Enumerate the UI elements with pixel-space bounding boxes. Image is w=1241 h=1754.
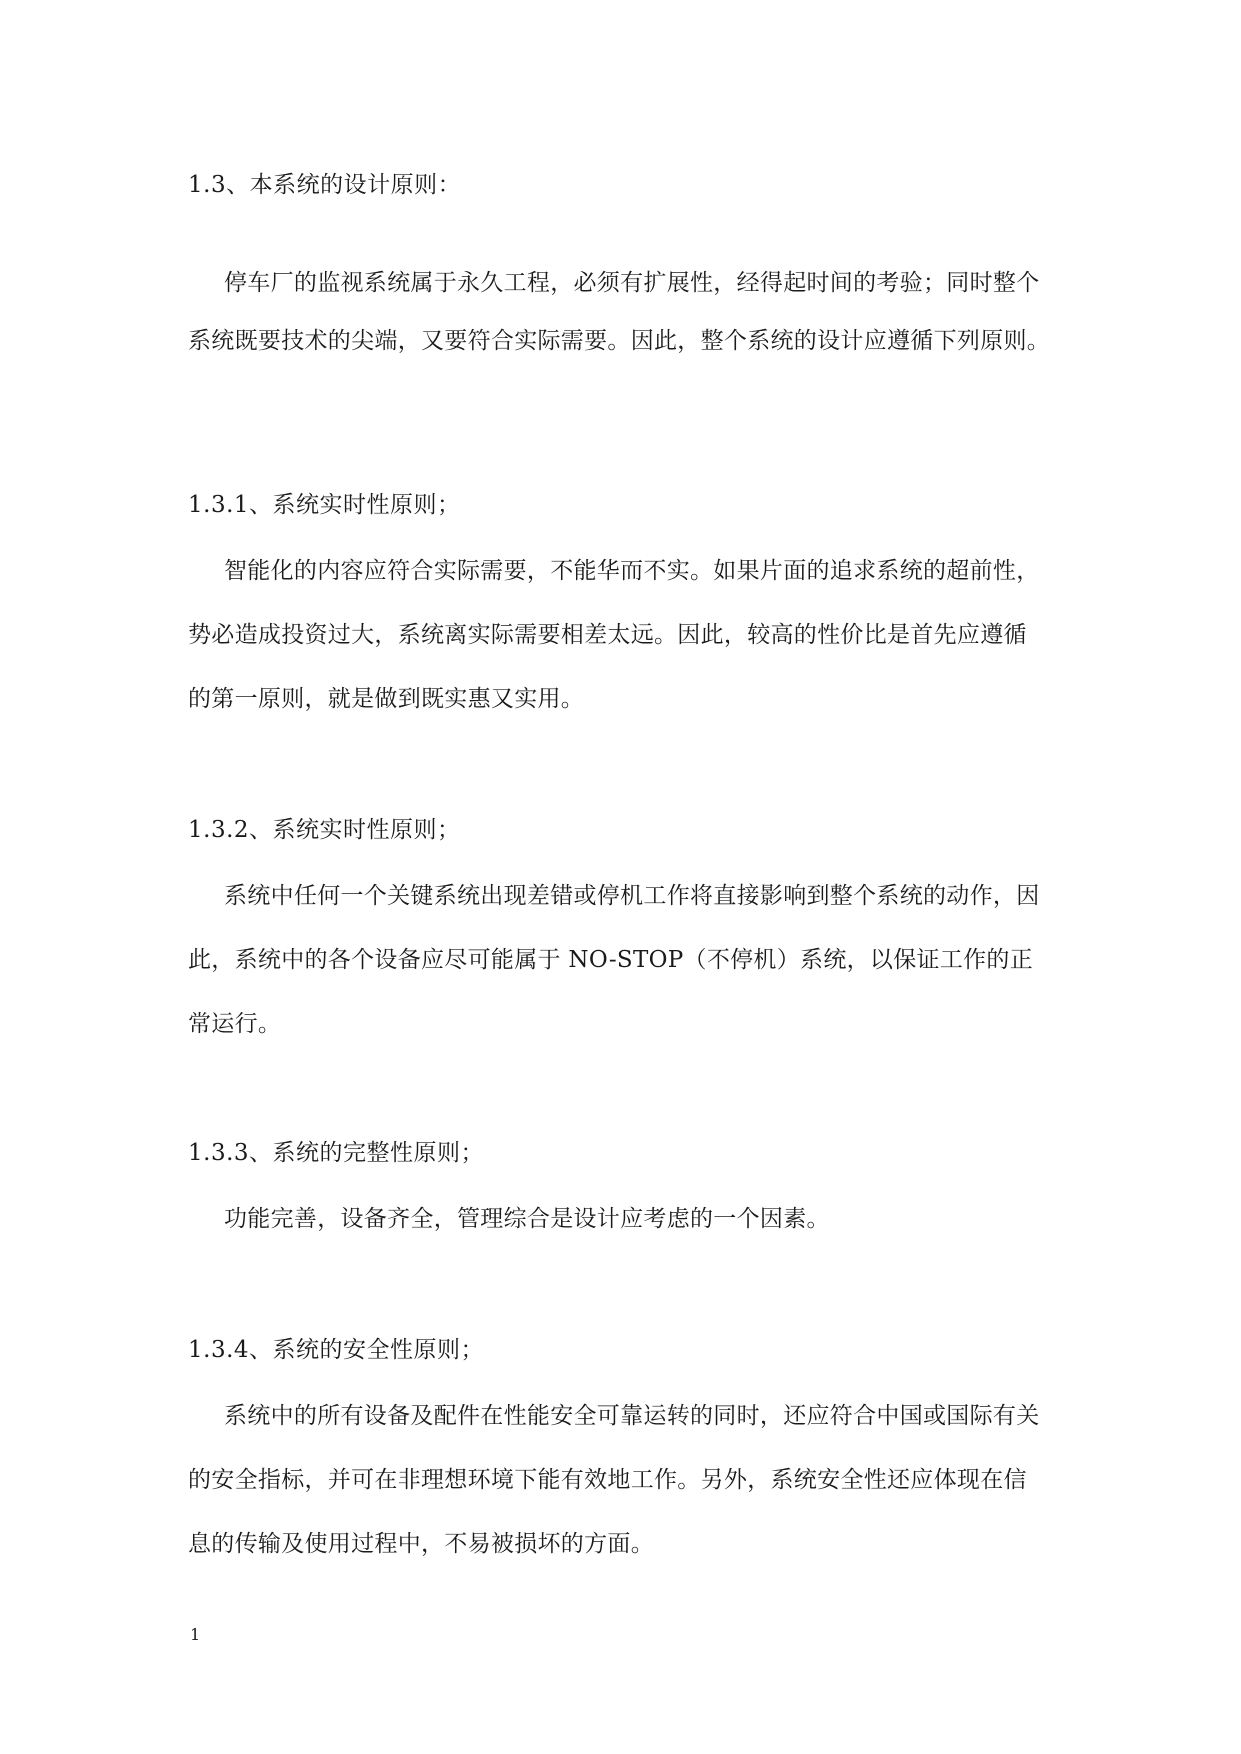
paragraph-line: 系统中的所有设备及配件在性能安全可靠运转的同时，还应符合中国或国际有关 (224, 1403, 1040, 1429)
section-heading: 1.3.4、系统的安全性原则； (188, 1337, 485, 1363)
paragraph-line: 功能完善，设备齐全，管理综合是设计应考虑的一个因素。 (224, 1206, 830, 1232)
paragraph-line: 常运行。 (188, 1011, 282, 1037)
page-number: 1 (190, 1625, 201, 1644)
section-heading: 1.3.1、系统实时性原则； (188, 492, 461, 518)
paragraph-line: 停车厂的监视系统属于永久工程，必须有扩展性，经得起时间的考验；同时整个 (224, 270, 1040, 296)
section-heading: 1.3、本系统的设计原则： (188, 172, 462, 198)
paragraph-line: 的安全指标，并可在非理想环境下能有效地工作。另外，系统安全性还应体现在信 (188, 1467, 1027, 1493)
paragraph-line: 系统中任何一个关键系统出现差错或停机工作将直接影响到整个系统的动作，因 (224, 883, 1040, 909)
paragraph-line: 此，系统中的各个设备应尽可能属于 NO-STOP（不停机）系统，以保证工作的正 (188, 947, 1034, 973)
paragraph-line: 智能化的内容应符合实际需要，不能华而不实。如果片面的追求系统的超前性， (224, 558, 1040, 584)
paragraph-line: 系统既要技术的尖端，又要符合实际需要。因此，整个系统的设计应遵循下列原则。 (188, 328, 1051, 354)
paragraph-line: 息的传输及使用过程中，不易被损坏的方面。 (188, 1531, 654, 1557)
paragraph-line: 势必造成投资过大，系统离实际需要相差太远。因此，较高的性价比是首先应遵循 (188, 622, 1027, 648)
paragraph-line: 的第一原则，就是做到既实惠又实用。 (188, 686, 585, 712)
section-heading: 1.3.3、系统的完整性原则； (188, 1140, 485, 1166)
section-heading: 1.3.2、系统实时性原则； (188, 817, 461, 843)
